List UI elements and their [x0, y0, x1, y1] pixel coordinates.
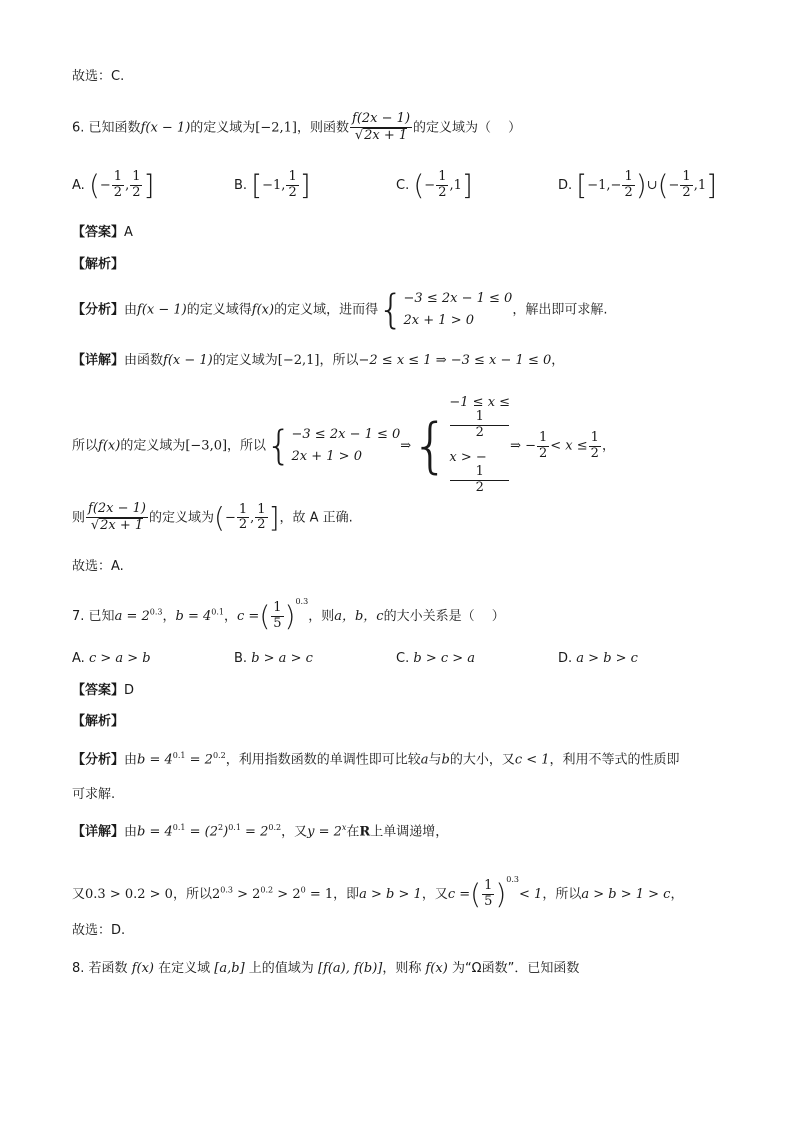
q6-xiangjie-line3: 则 $\frac{f(2x - 1)}{√2x + 1}$ 的定义域为(− $\frac{1}{2}$ , $\frac{1}{2}$ ]，故 A 正确. [72, 500, 353, 534]
q6-option-d: D. [−1,− $\frac{1}{2}$ )∪(− $\frac{1}{2}$ ,1] [558, 168, 718, 202]
q6-xiangjie-line2: 所以f(x)的定义域为[−3,0]，所以{ −3 ≤ 2x − 1 ≤ 0 2x + 1 > 0 ⇒{ −1 ≤ x ≤ 1 2 x > − 1 2 ⇒ − $\frac{1}{2}$ < x ≤ $\frac{1}{2}$ ， [72, 395, 615, 496]
q6-option-b: B. [−1, $\frac{1}{2}$ ] [234, 168, 311, 202]
q7-answer: 【答案】D [72, 683, 135, 698]
q7-fenxi: 【分析】由$b = 4^{0.1} = 2^{0.2}$，利用指数函数的单调性即可比较a与b的大小，又c < 1，利用不等式的性质即 [72, 751, 680, 768]
q6-option-c: C. (− $\frac{1}{2}$ ,1] [396, 168, 473, 202]
q6-conclusion: 故选：A. [72, 559, 124, 574]
q6-xiangjie: 【详解】由函数f(x − 1)的定义域为[−2,1]，所以−2 ≤ x ≤ 1 ⇒ −3 ≤ x − 1 ≤ 0， [72, 353, 565, 368]
q6-option-a: A. (− $\frac{1}{2}$ , $\frac{1}{2}$ ] [72, 168, 155, 202]
q7-conclusion: 故选：D. [72, 923, 126, 938]
q7-option-c: C. b > c > a [396, 651, 476, 666]
conclusion-line: 故选：C. [72, 69, 125, 84]
q7-option-a: A. c > a > b [72, 651, 151, 666]
question-7-stem: 7. 已知$a = 2^{0.3}$，$b = 4^{0.1}$，c =( $\frac{1}{5}$ )$^{0.3}$，则a，b，c的大小关系是（ ） [72, 597, 505, 633]
q6-fenxi: 【分析】由f(x − 1)的定义域得f(x)的定义域，进而得{ −3 ≤ 2x − 1 ≤ 0 2x + 1 > 0 ，解出即可求解. [72, 287, 608, 334]
question-8-stem: 8. 若函数 f(x) 在定义域 [a,b] 上的值域为 [f(a), f(b)]，则称 f(x) 为“Ω函数”．已知函数 [72, 961, 580, 976]
q6-answer: 【答案】A [72, 225, 133, 240]
q7-fenxi-line2: 可求解. [72, 787, 116, 802]
q6-analysis-tag: 【解析】 [72, 257, 125, 272]
question-6-stem: 6. 已知函数f(x − 1)的定义域为[−2,1]，则函数 $\frac{f(2x - 1)}{√2x + 1}$ 的定义域为（ ） [72, 111, 522, 143]
q7-option-b: B. b > a > c [234, 651, 313, 666]
q7-option-d: D. a > b > c [558, 651, 638, 666]
q7-xiangjie-line2: 又0.3 > 0.2 > 0，所以$2^{0.3} > 2^{0.2} > 2^0 = 1$，即a > b > 1，又c =( $\frac{1}{5}$ )$^{0.3}$< 1，所以a > b > 1 > c， [72, 875, 684, 911]
q7-analysis-tag: 【解析】 [72, 714, 125, 729]
q7-xiangjie: 【详解】由$b = 4^{0.1} = (2^2)^{0.1} = 2^{0.2}$，又$y = 2^x$在R上单调递增， [72, 823, 449, 840]
